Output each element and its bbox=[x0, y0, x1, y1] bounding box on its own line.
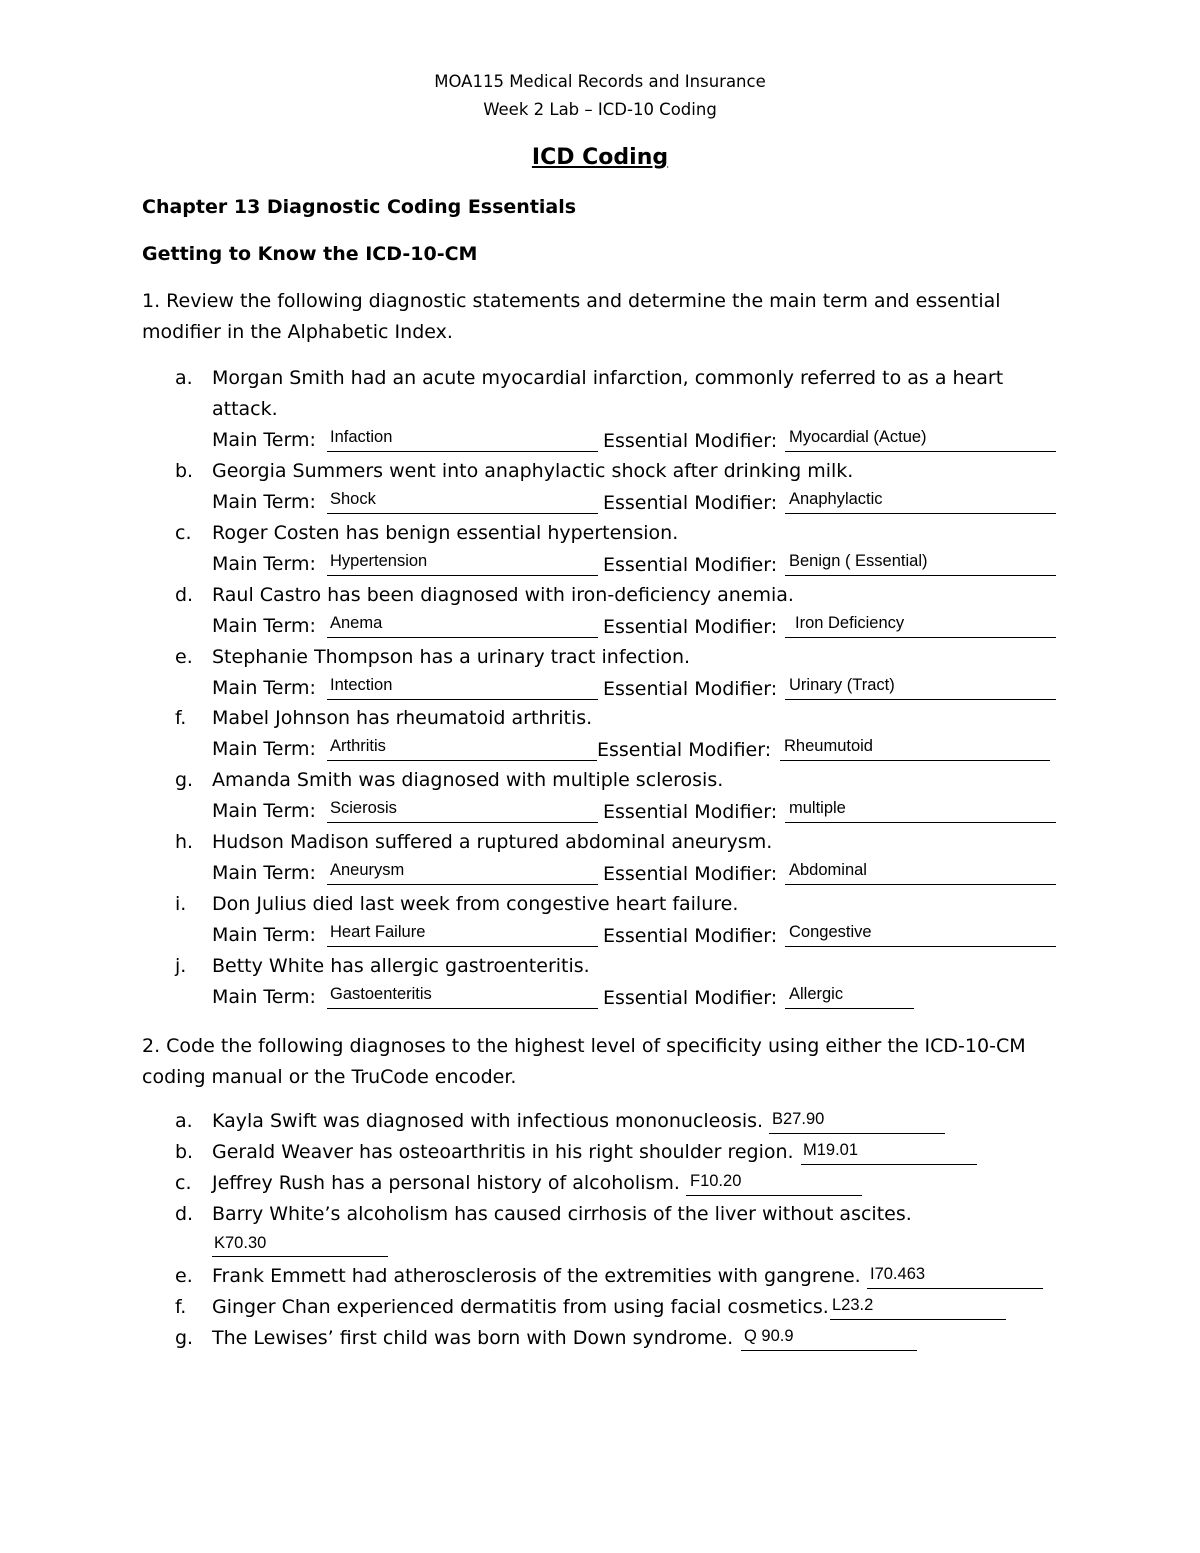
main-term-label: Main Term: bbox=[212, 615, 316, 637]
q1-item-letter: j. bbox=[175, 955, 187, 977]
q1-item-letter: g. bbox=[175, 769, 194, 791]
main-term-label: Main Term: bbox=[212, 862, 316, 884]
q2-item-letter: d. bbox=[175, 1203, 194, 1225]
modifier-line bbox=[785, 451, 1056, 452]
main-term-line bbox=[327, 513, 598, 514]
main-term-line bbox=[327, 884, 598, 885]
modifier-answer[interactable]: Allergic bbox=[789, 985, 844, 1003]
modifier-answer[interactable]: Benign ( Essential) bbox=[789, 552, 928, 570]
q1-prompt-line2: modifier in the Alphabetic Index. bbox=[142, 321, 453, 343]
main-term-line bbox=[327, 822, 598, 823]
modifier-answer[interactable]: Anaphylactic bbox=[789, 490, 883, 508]
q2-item-statement: The Lewises’ first child was born with Down syndrome. bbox=[212, 1327, 734, 1349]
main-term-answer[interactable]: Heart Failure bbox=[330, 923, 426, 941]
q2-item-letter: b. bbox=[175, 1141, 194, 1163]
modifier-answer[interactable]: Abdominal bbox=[789, 861, 867, 879]
main-term-line bbox=[327, 946, 598, 947]
main-term-label: Main Term: bbox=[212, 429, 316, 451]
code-line bbox=[686, 1195, 862, 1196]
modifier-line bbox=[785, 1008, 914, 1009]
q1-item-statement: Hudson Madison suffered a ruptured abdominal aneurysm. bbox=[212, 831, 773, 853]
q2-item-statement: Frank Emmett had atherosclerosis of the extremities with gangrene. bbox=[212, 1265, 861, 1287]
main-term-line bbox=[327, 760, 597, 761]
q2-item-statement: Ginger Chan experienced dermatitis from using facial cosmetics. bbox=[212, 1296, 829, 1318]
q2-item-statement: Barry White’s alcoholism has caused cirrhosis of the liver without ascites. bbox=[212, 1203, 912, 1225]
q1-item-statement: Betty White has allergic gastroenteritis. bbox=[212, 955, 590, 977]
modifier-label: Essential Modifier: bbox=[603, 554, 778, 576]
modifier-label: Essential Modifier: bbox=[603, 925, 778, 947]
main-term-label: Main Term: bbox=[212, 677, 316, 699]
q1-prompt-line1: 1. Review the following diagnostic statements and determine the main term and essential bbox=[142, 290, 1001, 312]
main-term-answer[interactable]: Intection bbox=[330, 676, 393, 694]
q2-item-statement: Gerald Weaver has osteoarthritis in his right shoulder region. bbox=[212, 1141, 794, 1163]
code-line bbox=[867, 1288, 1043, 1289]
q1-item-statement: Roger Costen has benign essential hypertension. bbox=[212, 522, 679, 544]
q2-item-letter: c. bbox=[175, 1172, 192, 1194]
code-answer[interactable]: F10.20 bbox=[690, 1172, 742, 1190]
code-line bbox=[769, 1133, 945, 1134]
modifier-line bbox=[785, 946, 1056, 947]
code-answer[interactable]: M19.01 bbox=[803, 1141, 859, 1159]
q1-item-letter: a. bbox=[175, 367, 193, 389]
q1-item-letter: d. bbox=[175, 584, 194, 606]
modifier-label: Essential Modifier: bbox=[603, 863, 778, 885]
q1-item-statement-cont: attack. bbox=[212, 398, 278, 420]
code-line bbox=[830, 1319, 1006, 1320]
q2-item-letter: a. bbox=[175, 1110, 193, 1132]
main-term-line bbox=[327, 637, 598, 638]
main-term-answer[interactable]: Scierosis bbox=[330, 799, 397, 817]
chapter-heading: Chapter 13 Diagnostic Coding Essentials bbox=[142, 196, 577, 218]
q1-item-statement: Georgia Summers went into anaphylactic shock after drinking milk. bbox=[212, 460, 854, 482]
main-term-answer[interactable]: Aneurysm bbox=[330, 861, 405, 879]
q1-item-letter: e. bbox=[175, 646, 193, 668]
q1-item-letter: b. bbox=[175, 460, 194, 482]
modifier-answer[interactable]: Urinary (Tract) bbox=[789, 676, 895, 694]
q2-item-statement: Jeffrey Rush has a personal history of alcoholism. bbox=[212, 1172, 680, 1194]
main-term-answer[interactable]: Hypertension bbox=[330, 552, 428, 570]
q2-prompt-line1: 2. Code the following diagnoses to the highest level of specificity using either the ICD-10-CM bbox=[142, 1035, 1026, 1057]
main-term-answer[interactable]: Gastoenteritis bbox=[330, 985, 432, 1003]
q2-item-letter: e. bbox=[175, 1265, 193, 1287]
q1-item-statement: Mabel Johnson has rheumatoid arthritis. bbox=[212, 707, 593, 729]
modifier-line bbox=[785, 699, 1056, 700]
main-term-label: Main Term: bbox=[212, 738, 316, 760]
q2-item-letter: f. bbox=[175, 1296, 187, 1318]
modifier-line bbox=[780, 760, 1050, 761]
modifier-line bbox=[785, 822, 1056, 823]
modifier-line bbox=[785, 575, 1056, 576]
modifier-line bbox=[785, 884, 1056, 885]
main-term-label: Main Term: bbox=[212, 553, 316, 575]
main-term-label: Main Term: bbox=[212, 986, 316, 1008]
modifier-label: Essential Modifier: bbox=[597, 739, 772, 761]
main-term-label: Main Term: bbox=[212, 491, 316, 513]
main-term-answer[interactable]: Infaction bbox=[330, 428, 393, 446]
modifier-label: Essential Modifier: bbox=[603, 987, 778, 1009]
q2-item-letter: g. bbox=[175, 1327, 194, 1349]
modifier-line bbox=[785, 637, 1056, 638]
main-term-line bbox=[327, 699, 598, 700]
modifier-answer[interactable]: multiple bbox=[789, 799, 846, 817]
section-heading: Getting to Know the ICD-10-CM bbox=[142, 243, 478, 265]
main-term-label: Main Term: bbox=[212, 800, 316, 822]
q1-item-statement: Don Julius died last week from congestive heart failure. bbox=[212, 893, 739, 915]
modifier-answer[interactable]: Congestive bbox=[789, 923, 872, 941]
q1-item-letter: c. bbox=[175, 522, 192, 544]
modifier-label: Essential Modifier: bbox=[603, 801, 778, 823]
modifier-line bbox=[785, 513, 1056, 514]
main-term-answer[interactable]: Shock bbox=[330, 490, 376, 508]
q1-item-letter: h. bbox=[175, 831, 194, 853]
course-title: MOA115 Medical Records and Insurance bbox=[434, 72, 766, 91]
q1-item-letter: i. bbox=[175, 893, 187, 915]
q1-item-statement: Raul Castro has been diagnosed with iron-deficiency anemia. bbox=[212, 584, 794, 606]
modifier-answer[interactable]: Rheumutoid bbox=[784, 737, 873, 755]
code-line bbox=[212, 1256, 388, 1257]
code-answer[interactable]: K70.30 bbox=[214, 1234, 267, 1252]
code-line bbox=[801, 1164, 977, 1165]
lab-title: Week 2 Lab – ICD-10 Coding bbox=[483, 100, 717, 119]
q2-prompt-line2: coding manual or the TruCode encoder. bbox=[142, 1066, 517, 1088]
code-answer[interactable]: B27.90 bbox=[772, 1110, 825, 1128]
modifier-answer[interactable]: Iron Deficiency bbox=[795, 614, 905, 632]
page-title: ICD Coding bbox=[531, 145, 669, 170]
modifier-label: Essential Modifier: bbox=[603, 678, 778, 700]
code-answer[interactable]: L23.2 bbox=[832, 1296, 874, 1314]
q1-item-statement: Stephanie Thompson has a urinary tract infection. bbox=[212, 646, 691, 668]
modifier-label: Essential Modifier: bbox=[603, 616, 778, 638]
q1-item-letter: f. bbox=[175, 707, 187, 729]
main-term-label: Main Term: bbox=[212, 924, 316, 946]
q1-item-statement: Amanda Smith was diagnosed with multiple sclerosis. bbox=[212, 769, 724, 791]
q1-item-statement: Morgan Smith had an acute myocardial infarction, commonly referred to as a heart bbox=[212, 367, 1004, 389]
code-answer[interactable]: I70.463 bbox=[870, 1265, 926, 1283]
main-term-line bbox=[327, 575, 598, 576]
main-term-answer[interactable]: Arthritis bbox=[330, 737, 386, 755]
main-term-line bbox=[327, 1008, 598, 1009]
q2-item-statement: Kayla Swift was diagnosed with infectious mononucleosis. bbox=[212, 1110, 764, 1132]
code-line bbox=[741, 1350, 917, 1351]
modifier-label: Essential Modifier: bbox=[603, 492, 778, 514]
modifier-label: Essential Modifier: bbox=[603, 430, 778, 452]
main-term-answer[interactable]: Anema bbox=[330, 614, 383, 632]
code-answer[interactable]: Q 90.9 bbox=[744, 1327, 794, 1345]
modifier-answer[interactable]: Myocardial (Actue) bbox=[789, 428, 927, 446]
main-term-line bbox=[327, 451, 598, 452]
